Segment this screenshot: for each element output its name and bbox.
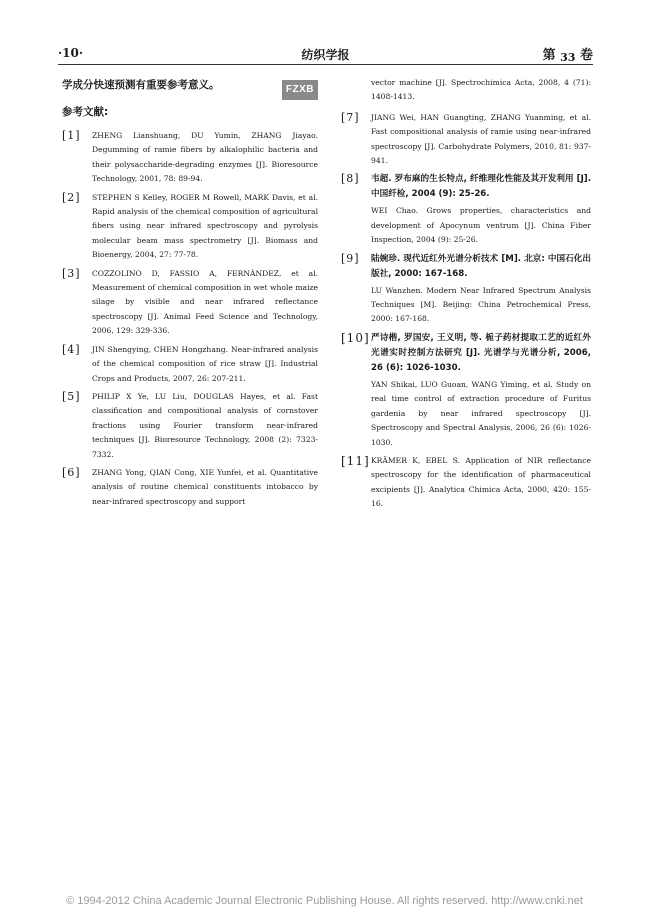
reference-text-chinese: 韦超. 罗布麻的生长特点, 纤维理化性能及其开发利用 [J]. 中国纤检, 2004 (9): 25-26. (371, 174, 591, 200)
reference-text: ZHANG Yong, QIAN Cong, XIE Yunfei, et al. Quantitative analysis of routine chemical constituents intobacco by near-infrared spectroscopy and support (92, 467, 318, 506)
journal-badge: FZXB (282, 80, 318, 100)
reference-text: WEI Chao. Grows properties, characteristics and development of Apocynum ventrum [J]. China Fiber Inspection, 2004 (9): 25-26. (371, 206, 591, 245)
reference-item (341, 252, 591, 327)
volume-label (543, 44, 593, 63)
references-title: 参考文献: (62, 106, 109, 118)
reference-item (62, 129, 318, 187)
reference-item (341, 454, 591, 512)
closing-text: 学成分快速预测有重要参考意义。 (62, 79, 220, 91)
reference-text: PHILIP X Ye, LU Liu, DOUGLAS Hayes, et al. Fast classification and compositional analysis of cornstover fractions using Fourier transform near-infrared techniques [J]. Bioresource Technology, 2008 (2): 7323-7332. (92, 391, 318, 459)
reference-item (62, 390, 318, 462)
reference-item (341, 111, 591, 169)
reference-number: [4] (62, 342, 81, 356)
reference-text: LU Wanzhen. Modern Near Infrared Spectrum Analysis Techniques [M]. Beijing: China Petrochemical Press, 2000: 167-168. (371, 285, 591, 324)
journal-name: 纺织学报 (301, 48, 350, 62)
reference-text: JIANG Wei, HAN Guangting, ZHANG Yuanming, et al. Fast compositional analysis of ramie using near-infrared spectroscopy [J]. Carbohydrate Polymers, 2010, 81: 937-941. (371, 112, 591, 166)
right-column (341, 76, 591, 516)
closing-line (62, 76, 318, 94)
reference-item (62, 267, 318, 339)
reference-continuation: vector machine [J]. Spectrochimica Acta, 2008, 4 (71): 1408-1413. (371, 78, 591, 102)
reference-number: [3] (62, 266, 81, 280)
volume-suffix: 卷 (579, 48, 593, 63)
reference-text: COZZOLINO D, FASSIO A, FERNÁNDEZ, et al. Measurement of chemical composition in wet whole maize silage by visible and near infrared reflectance spectroscopy [J]. Animal Feed Science and Technology, 2006, 129: 329-336. (92, 268, 318, 336)
reference-number: [5] (62, 389, 81, 403)
reference-item (62, 343, 318, 386)
reference-text: ZHENG Lianshuang, DU Yumin, ZHANG Jiayao. Degumming of ramie fibers by alkalophilic bacteria and their polysaccharide-degrading enzymes [J]. Bioresource Technology, 2001, 78: 89-94. (92, 131, 318, 184)
reference-number: [6] (62, 465, 81, 479)
copyright-footer: © 1994-2012 China Academic Journal Electronic Publishing House. All rights reserved. http://www.cnki.net (66, 895, 583, 907)
reference-number: [2] (62, 190, 81, 204)
reference-number: [1] (62, 129, 81, 142)
page-number: ·10· (58, 46, 84, 60)
reference-text-chinese: 严诗楷, 罗国安, 王义明, 等. 栀子药材提取工艺的近红外光谱实时控制方法研究 [J]. 光谱学与光谱分析, 2006, 26 (6): 1026-1030. (371, 332, 591, 373)
volume-prefix: 第 (542, 48, 556, 63)
reference-item (341, 172, 591, 247)
reference-item (62, 191, 318, 263)
reference-number: [10] (341, 330, 370, 345)
left-column (62, 76, 318, 513)
reference-number: [11] (341, 453, 370, 468)
reference-text: KRÄMER K, EBEL S. Application of NIR reflectance spectroscopy for the identification of pharmaceutical excipients [J]. Analytica Chimica Acta, 2000, 420: 155-16. (371, 455, 591, 509)
reference-number: [7] (341, 110, 360, 124)
reference-text: JIN Shengying, CHEN Hongzhang. Near-infrared analysis of the chemical composition of rice straw [J]. Industrial Crops and Products, 2007, 26: 207-211. (92, 344, 318, 383)
reference-text-chinese: 陆婉珍. 现代近红外光谱分析技术 [M]. 北京: 中国石化出版社, 2000: 167-168. (371, 253, 591, 279)
reference-item (341, 331, 591, 450)
page-header (58, 42, 593, 65)
reference-text: YAN Shikai, LUO Guoan, WANG Yiming, et al. Study on real time control of extraction procedure of Furitus gardenia by near infrared spectroscopy [J]. Spectroscopy and Spectral Analysis, 2006, 26 (6): 1026-1030. (371, 379, 591, 447)
reference-text: STEPHEN S Kelley, ROGER M Rowell, MARK Davis, et al. Rapid analysis of the chemical composition of agricultural fibers using near infrared spectroscopy and pyrolysis molecular beam mass spectrometry [J]. Biomass and Bioenergy, 2004, 27: 77-78. (92, 192, 318, 260)
reference-number: [8] (341, 172, 360, 186)
volume-number: 33 (560, 51, 576, 64)
reference-number: [9] (341, 251, 360, 265)
reference-item (62, 466, 318, 509)
